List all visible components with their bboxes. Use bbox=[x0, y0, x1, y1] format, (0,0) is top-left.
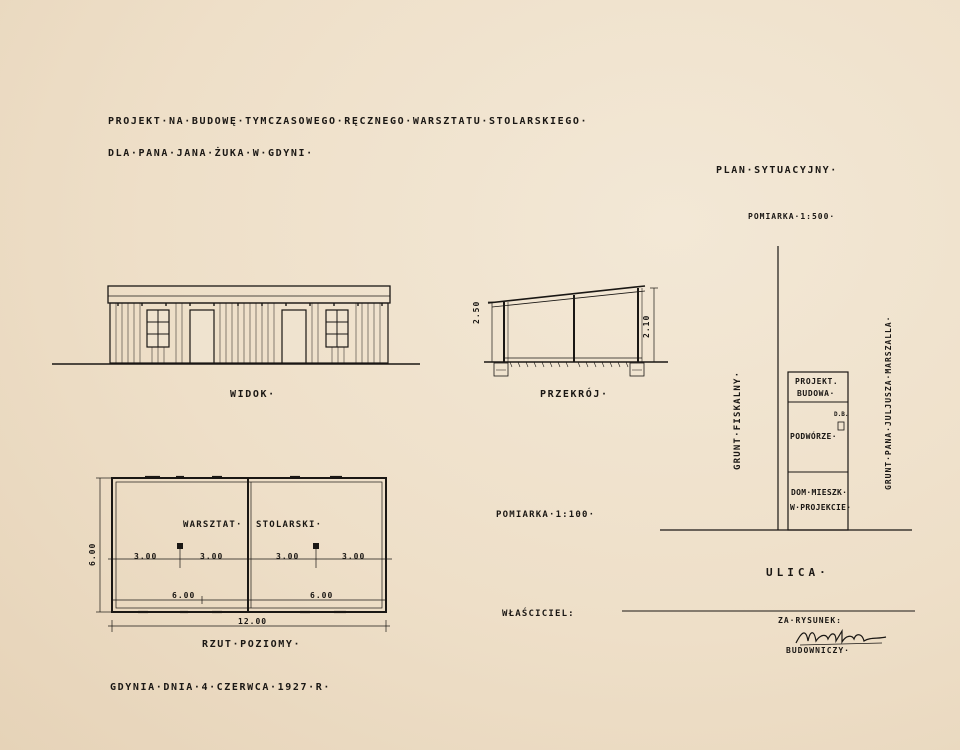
title-line-2: DLA·PANA·JANA·ŻUKA·W·GDYNI· bbox=[108, 148, 314, 159]
site-right-label: GRUNT·PANA·JULJUSZA·MARSZALLA· bbox=[884, 315, 893, 490]
plan-dim-half-right: 6.00 bbox=[310, 591, 334, 600]
site-yard-label: PODWÓRZE· bbox=[790, 432, 837, 441]
plan-dim-half-left: 6.00 bbox=[172, 591, 196, 600]
plan-dim-total: 12.00 bbox=[238, 617, 268, 626]
site-plan-drawing bbox=[660, 246, 912, 530]
site-left-label: GRUNT·FISKALNY· bbox=[733, 370, 743, 470]
site-house-label-1: DOM·MIESZK· bbox=[791, 488, 848, 497]
site-plan-title: PLAN·SYTUACYJNY· bbox=[716, 165, 838, 176]
drawn-by-label: ZA·RYSUNEK: bbox=[778, 616, 842, 625]
section-drawing bbox=[484, 286, 668, 376]
elevation-label: WIDOK· bbox=[230, 389, 276, 400]
owner-label: WŁAŚCICIEL: bbox=[502, 609, 575, 619]
site-house-label-2: W·PROJEKCIE· bbox=[790, 503, 852, 512]
room-label-2: STOLARSKI· bbox=[256, 520, 323, 530]
room-label-1: WARSZTAT· bbox=[183, 520, 243, 530]
elevation-drawing bbox=[52, 286, 420, 364]
plan-dim-q2: 3.00 bbox=[200, 552, 224, 561]
street-label: ULICA· bbox=[766, 566, 830, 579]
site-plan-scale: POMIARKA·1:500· bbox=[748, 212, 836, 221]
plan-dim-q3: 3.00 bbox=[276, 552, 300, 561]
section-height-left: 2.50 bbox=[472, 300, 481, 324]
section-label: PRZEKRÓJ· bbox=[540, 389, 609, 400]
title-line-1: PROJEKT·NA·BUDOWĘ·TYMCZASOWEGO·RĘCZNEGO·WARSZTATU·STOLARSKIEGO· bbox=[108, 116, 589, 127]
section-height-right: 2.10 bbox=[642, 314, 651, 338]
date-line: GDYNIA·DNIA·4·CZERWCA·1927·R· bbox=[110, 682, 331, 693]
section-scale: POMIARKA·1:100· bbox=[496, 510, 596, 520]
plan-dim-q1: 3.00 bbox=[134, 552, 158, 561]
plan-dim-q4: 3.00 bbox=[342, 552, 366, 561]
plan-dim-height: 6.00 bbox=[88, 542, 97, 566]
site-project-label-1: PROJEKT. bbox=[795, 377, 839, 386]
plan-label: RZUT·POZIOMY· bbox=[202, 639, 302, 650]
site-small-label: D.B. bbox=[834, 411, 849, 418]
site-project-label-2: BUDOWA· bbox=[797, 389, 835, 398]
drawn-by-role: BUDOWNICZY· bbox=[786, 646, 850, 655]
